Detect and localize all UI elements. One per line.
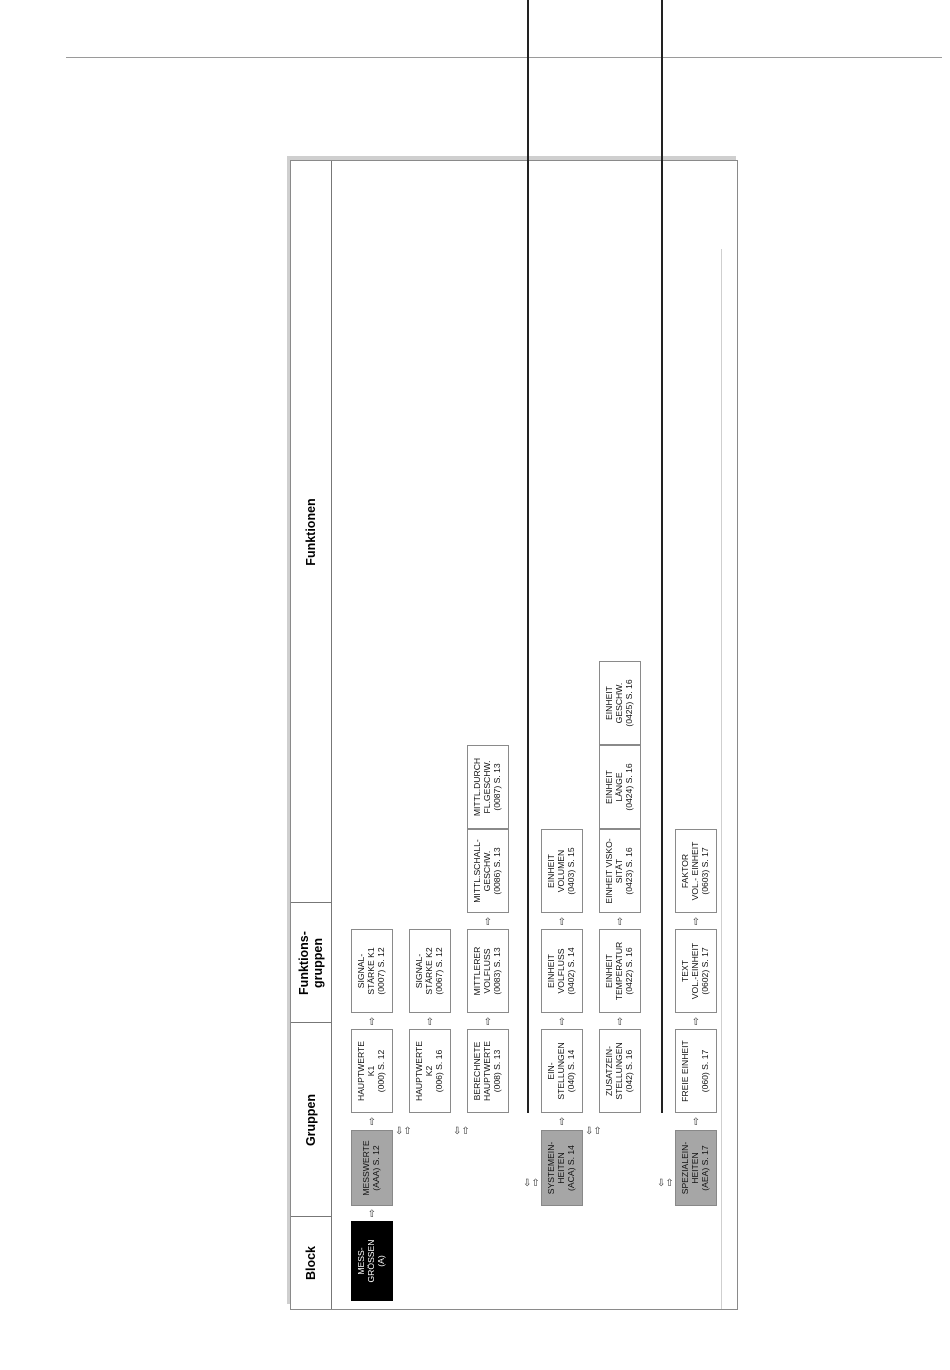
arrow-right: ⇨	[557, 1016, 568, 1026]
fn-signalstaerke-k1[interactable]: SIGNAL- STÄRKE K1 (0007) S. 12	[351, 929, 393, 1013]
fn-einheit-viskositaet[interactable]: EINHEIT VISKO- SITÄT (0423) S. 16	[599, 829, 641, 913]
arrow-vertical: ⇩⇧	[585, 1126, 602, 1137]
arrow-right: ⇨	[615, 916, 626, 926]
fg-hauptwerte-k2[interactable]: HAUPTWERTE K2 (006) S. 16	[409, 1029, 451, 1113]
page-top-rule	[66, 57, 942, 58]
arrow-right: ⇨	[691, 1016, 702, 1026]
bottom-rule	[721, 249, 722, 1309]
header-gruppen: Gruppen	[303, 1093, 318, 1147]
arrow-vertical: ⇩⇧	[395, 1126, 412, 1137]
group-spezialeinheiten[interactable]: SPEZIALEIN- HEITEN (AEA) S. 17	[675, 1130, 717, 1206]
arrow-right: ⇨	[691, 916, 702, 926]
arrow-right: ⇨	[615, 1016, 626, 1026]
header-funktionsgruppen: Funktions- gruppen	[296, 931, 325, 995]
arrow-right: ⇨	[367, 1208, 378, 1218]
arrow-right: ⇨	[483, 1016, 494, 1026]
fn-einheit-volfluss[interactable]: EINHEIT VOLFLUSS (0402) S. 14	[541, 929, 583, 1013]
fg-berechnete-hauptwerte[interactable]: BERECHNETE HAUPTWERTE (008) S. 13	[467, 1029, 509, 1113]
group-systemeinheiten[interactable]: SYSTEMEIN- HEITEN (ACA) S. 14	[541, 1130, 583, 1206]
function-matrix	[291, 161, 737, 1309]
fn-einheit-temperatur[interactable]: EINHEIT TEMPERATUR (0422) S. 16	[599, 929, 641, 1013]
section-separator	[661, 0, 663, 1113]
arrow-right: ⇨	[557, 916, 568, 926]
fn-mittl-schallgeschw[interactable]: MITTL.SCHALL- GESCHW. (0086) S. 13	[467, 829, 509, 913]
arrow-right: ⇨	[367, 1016, 378, 1026]
fg-einstellungen[interactable]: EIN- STELLUNGEN (040) S. 14	[541, 1029, 583, 1113]
arrow-right: ⇨	[483, 916, 494, 926]
header-rule	[331, 161, 332, 1309]
fn-faktor-vol-einheit[interactable]: FAKTOR VOL.- EINHEIT (0603) S. 17	[675, 829, 717, 913]
fg-hauptwerte-k1[interactable]: HAUPTWERTE K1 (000) S. 12	[351, 1029, 393, 1113]
arrow-vertical: ⇩⇧	[657, 1178, 674, 1189]
fn-einheit-laenge[interactable]: EINHEIT LÄNGE (0424) S. 16	[599, 745, 641, 829]
arrow-vertical: ⇩⇧	[453, 1126, 470, 1137]
fn-text-vol-einheit[interactable]: TEXT VOL.-EINHEIT (0602) S. 17	[675, 929, 717, 1013]
fn-einheit-geschw[interactable]: EINHEIT GESCHW. (0425) S. 16	[599, 661, 641, 745]
fg-freie-einheit[interactable]: FREIE EINHEIT (060) S. 17	[675, 1029, 717, 1113]
arrow-right: ⇨	[691, 1116, 702, 1126]
arrow-right: ⇨	[425, 1016, 436, 1026]
arrow-vertical: ⇩⇧	[523, 1178, 540, 1189]
header-funktionen: Funktionen	[303, 498, 318, 566]
fn-signalstaerke-k2[interactable]: SIGNAL- STÄRKE K2 (0067) S. 12	[409, 929, 451, 1013]
arrow-right: ⇨	[557, 1116, 568, 1126]
fn-mittl-durchflgeschw[interactable]: MITTL.DURCH FL.GESCHW. (0087) S. 13	[467, 745, 509, 829]
fg-zusatzeinstellungen[interactable]: ZUSATZEIN- STELLUNGEN (042) S. 16	[599, 1029, 641, 1113]
header-block: Block	[303, 1245, 318, 1281]
arrow-right: ⇨	[367, 1116, 378, 1126]
section-separator	[527, 0, 529, 1113]
fn-mittlerer-volfluss[interactable]: MITTLERER VOLFLUSS (0083) S. 13	[467, 929, 509, 1013]
block-messgroessen[interactable]: MESS- GRÖSSEN (A)	[351, 1221, 393, 1301]
group-messwerte[interactable]: MESSWERTE (AAA) S. 12	[351, 1130, 393, 1206]
fn-einheit-volumen[interactable]: EINHEIT VOLUMEN (0403) S. 15	[541, 829, 583, 913]
